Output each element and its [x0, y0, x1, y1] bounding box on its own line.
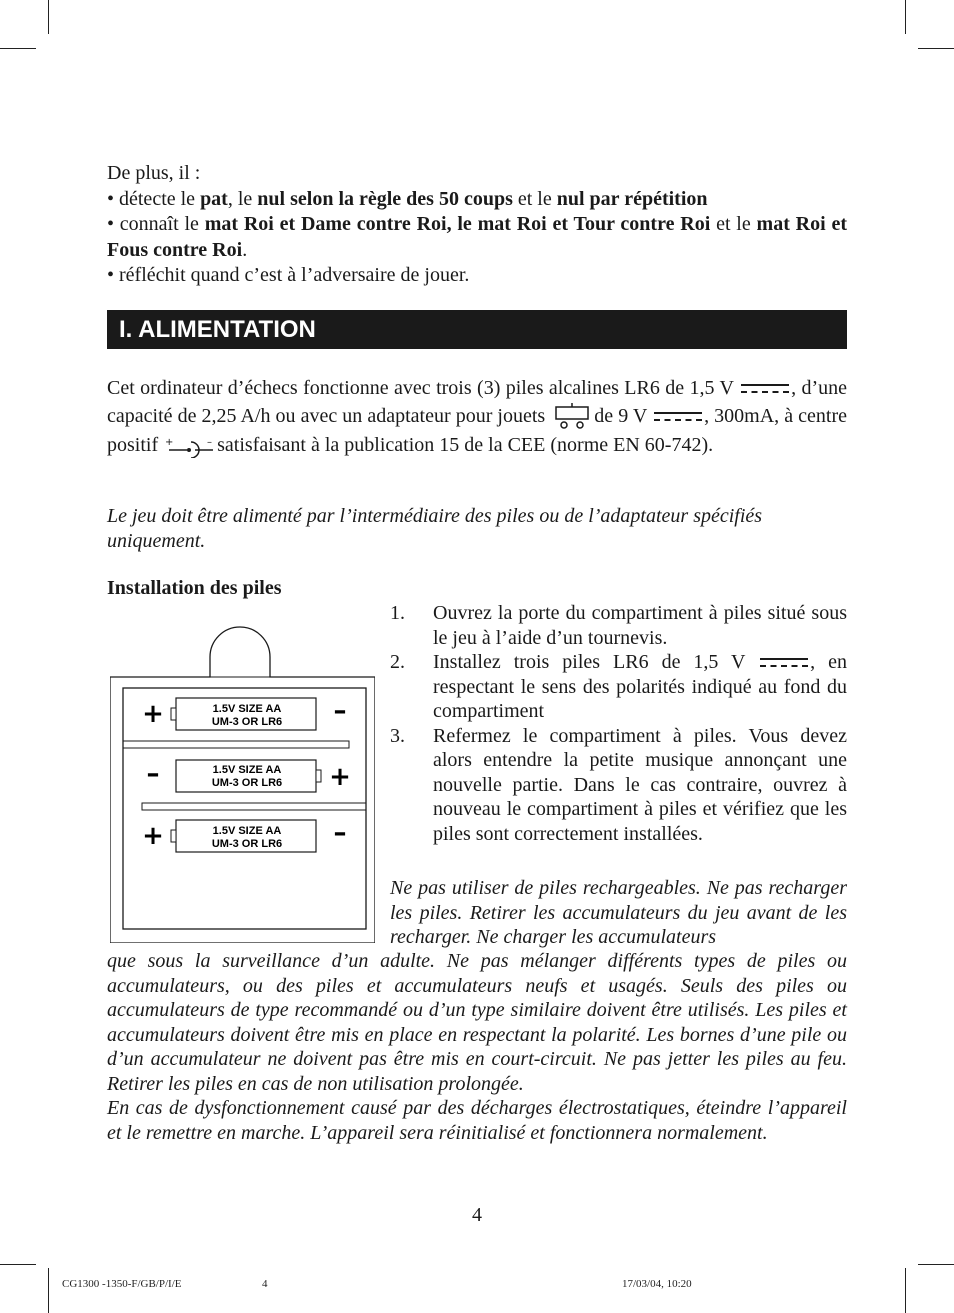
- dc-symbol-icon: [760, 656, 808, 670]
- crop-mark: [905, 0, 906, 34]
- plus-sign: +: [142, 699, 164, 729]
- power-note: Le jeu doit être alimenté par l’intermédiaire des piles ou de l’adaptateur spécifiés uniquement.: [107, 505, 763, 552]
- warning-right: Ne pas utiliser de piles rechargeables. Ne pas recharger les piles. Retirer les accumulateurs du jeu avant de les recharger. Ne charger les accumulateurs: [390, 877, 847, 948]
- adapter-icon: [554, 403, 590, 431]
- plus-sign: +: [329, 762, 351, 792]
- minus-sign: –: [146, 759, 160, 789]
- footer-page: 4: [262, 1278, 268, 1290]
- crop-mark: [48, 1268, 49, 1313]
- battery-label-line1: 1.5V SIZE AA: [212, 764, 282, 776]
- feature-bullet-mates: • connaît le mat Roi et Dame contre Roi, le mat Roi et Tour contre Roi et le mat Roi et Fous contre Roi.: [107, 213, 847, 261]
- svg-text:+: +: [165, 436, 174, 448]
- crop-mark: [905, 1268, 906, 1313]
- install-step: 3. Refermez le compartiment à piles. Vous devez alors entendre la petite musique annonçant une nouvelle partie. Dans le cas contraire, ouvrez à nouveau le compartiment à piles et vérifiez que les piles sont correctement installées.: [390, 724, 847, 845]
- footer-doc-code: CG1300 -1350-F/GB/P/I/E: [62, 1278, 182, 1290]
- intro-block: [107, 161, 847, 289]
- crop-mark: [0, 48, 36, 49]
- install-steps: [390, 601, 847, 846]
- plus-sign: +: [142, 821, 164, 851]
- section-banner: [107, 310, 847, 349]
- page-number: 4: [472, 1204, 482, 1226]
- crop-mark: [48, 0, 49, 34]
- battery-label-line2: UM-3 OR LR6: [211, 716, 283, 728]
- install-heading: Installation des piles: [107, 577, 282, 599]
- footer-timestamp: 17/03/04, 10:20: [622, 1278, 692, 1290]
- minus-sign: –: [333, 696, 347, 726]
- install-step: 2. Installez trois piles LR6 de 1,5 V , en respectant le sens des polarités indiqué au fond du compartiment: [390, 651, 847, 722]
- dc-symbol-icon: [654, 410, 702, 424]
- battery-label-line2: UM-3 OR LR6: [211, 838, 283, 850]
- dc-symbol-icon: [741, 382, 789, 396]
- section-title: I. ALIMENTATION: [119, 316, 316, 343]
- minus-sign: –: [333, 818, 347, 848]
- battery-label-line1: 1.5V SIZE AA: [212, 703, 282, 715]
- esd-note: En cas de dysfonctionnement causé par des décharges électrostatiques, éteindre l’appareil et le remettre en marche. L’appareil sera réinitialisé et fonctionnera normalement.: [107, 1097, 847, 1144]
- crop-mark: [918, 48, 954, 49]
- power-paragraph: Cet ordinateur d’échecs fonctionne avec trois (3) piles alcalines LR6 de 1,5 V , d’une capacité de 2,25 A/h ou avec un adaptateur pour jouets de 9 V , 300mA, à centre positif + – satisfaisant à la publication 15 de la CEE (norme EN 60-742).: [107, 377, 848, 457]
- feature-bullet-thinking: • réfléchit quand c’est à l’adversaire de jouer.: [107, 264, 470, 286]
- warning-full: que sous la surveillance d’un adulte. Ne pas mélanger différents types de piles ou accumulateurs, ou des piles et accumulateurs neufs et usagés. Seuls des piles ou accumulateurs de type recommandé ou d’un type similaire doivent être utilisés. Les piles et accumulateurs doivent être mis en place en respectant la polarité. Les bornes d’une pile ou d’un accumulateur ne doivent pas être mis en court-circuit. Ne pas jetter les piles au feu. Retirer les piles en cas de non utilisation prolongée.: [107, 950, 847, 1095]
- crop-mark: [918, 1264, 954, 1265]
- intro-line: De plus, il :: [107, 162, 201, 184]
- svg-text:–: –: [207, 436, 213, 448]
- battery-compartment-diagram: [110, 615, 375, 943]
- install-step: 1. Ouvrez la porte du compartiment à piles situé sous le jeu à l’aide d’un tournevis.: [390, 602, 847, 649]
- center-positive-polarity-icon: [165, 436, 215, 458]
- crop-mark: [0, 1264, 36, 1265]
- battery-label-line2: UM-3 OR LR6: [211, 777, 283, 789]
- feature-bullet-draw: • détecte le pat, le nul selon la règle des 50 coups et le nul par répétition: [107, 187, 708, 210]
- battery-label-line1: 1.5V SIZE AA: [212, 825, 282, 837]
